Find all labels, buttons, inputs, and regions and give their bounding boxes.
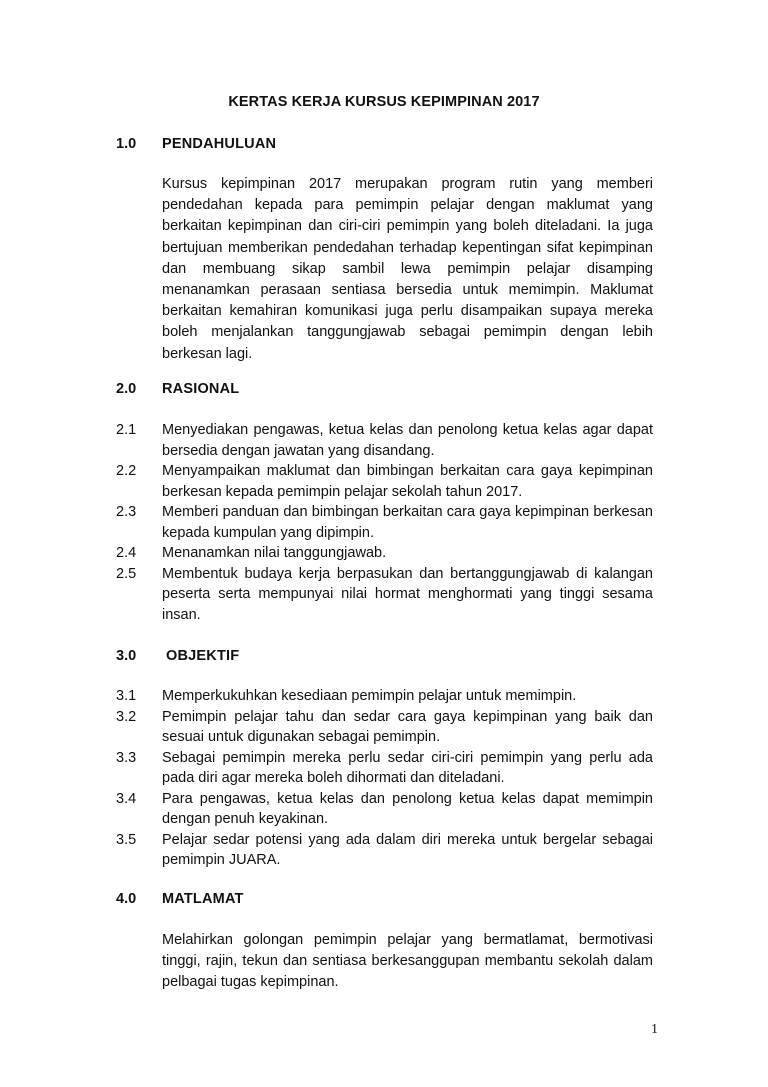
item-text: Pelajar sedar potensi yang ada dalam diri mereka untuk bergelar sebagai pemimpin JUARA. bbox=[162, 831, 653, 868]
section-number: 4.0 bbox=[116, 891, 137, 907]
objektif-list bbox=[116, 686, 653, 871]
rasional-list bbox=[116, 420, 653, 625]
document-title: KERTAS KERJA KURSUS KEPIMPINAN 2017 bbox=[228, 94, 540, 110]
item-number: 3.3 bbox=[116, 749, 137, 766]
item-number: 3.5 bbox=[116, 831, 137, 848]
list-item bbox=[116, 543, 653, 564]
item-number: 2.2 bbox=[116, 463, 137, 479]
item-number: 3.2 bbox=[116, 708, 137, 725]
section-title: RASIONAL bbox=[162, 381, 240, 397]
list-item bbox=[116, 461, 653, 502]
item-number: 3.1 bbox=[116, 688, 137, 704]
item-text: Menanamkan nilai tanggungjawab. bbox=[162, 545, 387, 561]
section-heading bbox=[116, 888, 653, 910]
item-text: Para pengawas, ketua kelas dan penolong ketua kelas dapat memimpin dengan penuh keyakinan. bbox=[162, 790, 653, 827]
item-text: Memperkukuhkan kesediaan pemimpin pelajar untuk memimpin. bbox=[162, 688, 577, 704]
section-paragraph: Kursus kepimpinan 2017 merupakan program rutin yang memberi pendedahan kepada para pemimpin pelajar dengan maklumat yang berkaitan kepimpinan dan ciri-ciri pemimpin yang boleh diteladani. Ia juga bertujuan memberikan pendedahan terhadap kepentingan sifat kepimpinan dan membuang sikap sambil lewa pemimpin pelajar disamping menanamkan perasaan sentiasa bersedia untuk memimpin. Maklumat berkaitan kemahiran komunikasi juga perlu disampaikan supaya mereka boleh menjalankan tanggungjawab sebagai pemimpin dengan lebih berkesan lagi. bbox=[162, 176, 653, 362]
item-text: Menyediakan pengawas, ketua kelas dan penolong ketua kelas agar dapat bersedia dengan jawatan yang disandang. bbox=[162, 422, 653, 459]
section-number: 3.0 bbox=[116, 648, 137, 664]
item-text: Memberi panduan dan bimbingan berkaitan cara gaya kepimpinan berkesan kepada kumpulan yang dipimpin. bbox=[162, 504, 653, 541]
section-title: MATLAMAT bbox=[162, 891, 244, 907]
page-number: 1 bbox=[651, 1022, 658, 1037]
list-item bbox=[116, 686, 653, 707]
item-number: 2.3 bbox=[116, 504, 137, 520]
list-item bbox=[116, 502, 653, 543]
section-rasional bbox=[116, 378, 653, 625]
item-text: Menyampaikan maklumat dan bimbingan berkaitan cara gaya kepimpinan berkesan kepada pemimpin pelajar sekolah tahun 2017. bbox=[162, 463, 653, 500]
item-number: 2.4 bbox=[116, 545, 137, 561]
section-heading bbox=[116, 645, 653, 667]
item-text: Pemimpin pelajar tahu dan sedar cara gaya kepimpinan yang baik dan sesuai untuk digunakan sebagai pemimpin. bbox=[162, 708, 653, 745]
list-item bbox=[116, 748, 653, 789]
section-title: OBJEKTIF bbox=[166, 648, 240, 664]
section-heading bbox=[116, 378, 653, 400]
section-heading bbox=[116, 133, 653, 155]
list-item bbox=[116, 420, 653, 461]
list-item bbox=[116, 707, 653, 748]
section-pendahuluan bbox=[116, 133, 653, 365]
section-title: PENDAHULUAN bbox=[162, 136, 277, 152]
item-text: Membentuk budaya kerja berpasukan dan bertanggungjawab di kalangan peserta serta mempunyai nilai hormat menghormati yang tinggi sesama insan. bbox=[162, 565, 653, 623]
item-number: 3.4 bbox=[116, 790, 137, 807]
section-number: 1.0 bbox=[116, 136, 137, 152]
item-number: 2.1 bbox=[116, 422, 137, 438]
section-matlamat bbox=[116, 888, 653, 994]
section-number: 2.0 bbox=[116, 381, 137, 397]
item-number: 2.5 bbox=[116, 565, 137, 582]
list-item bbox=[116, 564, 653, 626]
section-objektif bbox=[116, 645, 653, 871]
item-text: Sebagai pemimpin mereka perlu sedar ciri-ciri pemimpin yang perlu ada pada diri agar mereka boleh dihormati dan diteladani. bbox=[162, 749, 653, 786]
list-item bbox=[116, 789, 653, 830]
list-item bbox=[116, 830, 653, 871]
section-paragraph: Melahirkan golongan pemimpin pelajar yang bermatlamat, bermotivasi tinggi, rajin, tekun dan sentiasa berkesanggupan membantu sekolah dalam pelbagai tugas kepimpinan. bbox=[162, 932, 653, 991]
